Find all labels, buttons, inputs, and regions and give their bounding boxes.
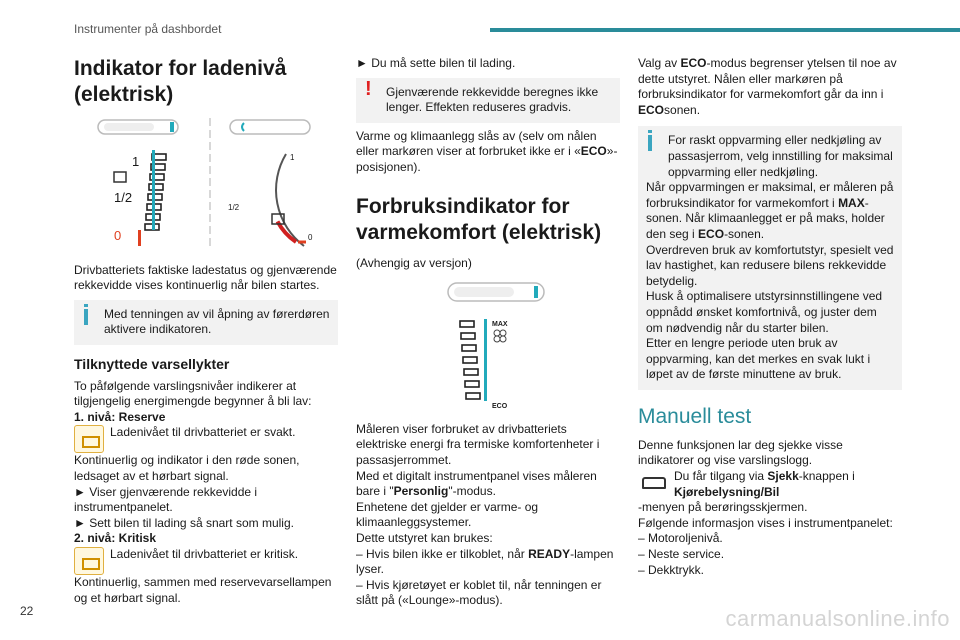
info-box-heating: For raskt oppvarming eller nedkjøling av passasjerrom, velg innstilling for maksimal oppvarming eller nedkjøling. Når oppvarmingen er maksimal, er måleren på forbruksindikator for varmekomfort i MAX-sonen. Når klimaanlegget er på maks, holder den seg i ECO-sonen. Overdreven bruk av komfortutstyr, spesielt ved lav hastighet, kan redusere bilens rekkevidde betydelig. Husk å optimalisere utstyrsinnstillingene ved oppnådd ønsket komfortnivå, og juster dem om nødvendig når du starter bilen. Etter en lengre periode uten bruk av oppvarming, kan det merkes en svak lukt i løpet av de første minuttene av bruk. <box>638 126 902 390</box>
comfort-dash-1: – Hvis bilen ikke er tilkoblet, når READY-lampen lyser. <box>356 546 614 577</box>
manual-test-access-cont: -menyen på berøringsskjermen. <box>638 500 808 515</box>
comfort-p4: Dette utstyret kan brukes: <box>356 530 493 545</box>
watermark: carmanualsonline.info <box>725 606 950 631</box>
column-1 <box>74 56 338 606</box>
level2-text-b: Kontinuerlig, sammen med reservevarsellampen og et hørbart signal. <box>74 574 332 605</box>
comfort-gauge-illustration <box>356 279 620 416</box>
level1-row: Ladenivået til drivbatteriet er svakt. <box>74 425 338 453</box>
comfort-dash-2: – Hvis kjøretøyet er koblet til, når tenningen er slått på («Lounge»-modus). <box>356 577 602 608</box>
comfort-p1: Måleren viser forbruket av drivbatteriets elektriske energi fra termiske komfortenheter i passasjerrommet. <box>356 421 600 467</box>
manual-test-intro: Denne funksjonen lar deg sjekke visse indikatorer og vise varslingslogg. <box>638 437 843 468</box>
level1-text-b: Kontinuerlig og indikator i den røde sonen, ledsaget av et hørbart signal. <box>74 453 300 483</box>
manual-test-list-intro: Følgende informasjon vises i instrumentpanelet: <box>638 515 893 530</box>
warning-box-range: ! Gjenværende rekkevidde beregnes ikke lenger. Effekten reduseres gradvis. <box>356 78 620 123</box>
section-title-manual-test: Manuell test <box>638 404 752 428</box>
info-icon <box>648 135 652 151</box>
manual-test-item-tyres: – Dekktrykk. <box>638 562 705 577</box>
gauge-eco-label: ECO <box>492 403 508 411</box>
gauge-label-half: 1/2 <box>114 190 133 205</box>
charge-bullet: ► Du må sette bilen til lading. <box>356 56 516 70</box>
level2-row: Ladenivået til drivbatteriet er kritisk. <box>74 547 338 575</box>
section-title-comfort: Forbruksindikator for varmekomfort (elektrisk) <box>356 194 602 244</box>
gauge-label-half-round: 1/2 <box>228 203 240 212</box>
version-note: (Avhengig av versjon) <box>356 255 472 270</box>
header-accent-bar <box>490 28 960 32</box>
car-icon <box>638 469 668 493</box>
gauge-label-full-round: 1 <box>290 153 295 162</box>
battery-critical-icon <box>74 547 104 575</box>
battery-reserve-icon <box>74 425 104 453</box>
manual-test-access-row: Du får tilgang via Sjekk-knappen i Kjørebelysning/Bil <box>638 469 902 500</box>
heating-off-text: Varme og klimaanlegg slås av (selv om nålen eller markøren viser at forbruket ikke er i «ECO»-posisjonen). <box>356 128 618 174</box>
comfort-p3: Enhetene det gjelder er varme- og klimaanleggsystemer. <box>356 499 539 530</box>
section-title-charge-level: Indikator for ladenivå (elektrisk) <box>74 57 287 106</box>
info-box-driver-door: Med tenningen av vil åpning av førerdøren aktivere indikatoren. <box>74 300 338 345</box>
manual-test-item-service: – Neste service. <box>638 547 725 562</box>
comfort-p2: Med et digitalt instrumentpanel vises måleren bare i "Personlig"-modus. <box>356 468 597 499</box>
manual-test-item-oil: – Motoroljenivå. <box>638 531 723 546</box>
eco-mode-text: Valg av ECO-modus begrenser ytelsen til noe av dette utstyret. Nålen eller markøren på forbruksindikator for varmekomfort går da inn i ECOsonen. <box>638 56 897 117</box>
level1-bullet-2: ► Sett bilen til lading så snart som mulig. <box>74 515 294 530</box>
charge-gauge-illustration <box>74 118 338 255</box>
warning-exclamation-icon: ! <box>365 77 372 100</box>
gauge-label-full: 1 <box>132 154 140 169</box>
comfort-gauge-svg <box>356 279 620 411</box>
charge-description: Drivbatteriets faktiske ladestatus og gjenværende rekkevidde vises kontinuerlig når bilen startes. <box>74 262 337 293</box>
gauge-label-empty: 0 <box>114 228 122 243</box>
gauge-max-label: MAX <box>492 321 508 329</box>
level1-title: 1. nivå: Reserve <box>74 409 166 424</box>
info-icon <box>84 309 88 325</box>
subtitle-warning-lamps: Tilknyttede varsellykter <box>74 355 230 372</box>
page-number: 22 <box>20 604 34 618</box>
level1-bullet-1: ► Viser gjenværende rekkevidde i instrumentpanelet. <box>74 484 258 515</box>
column-3 <box>638 56 902 578</box>
column-2 <box>356 56 620 609</box>
running-header: Instrumenter på dashbordet <box>74 22 222 36</box>
gauge-label-empty-round: 0 <box>308 233 313 242</box>
warning-intro: To påfølgende varslingsnivåer indikerer at tilgjengelig energimengde begynner å bli lav: <box>74 378 312 409</box>
level2-title: 2. nivå: Kritisk <box>74 531 157 546</box>
